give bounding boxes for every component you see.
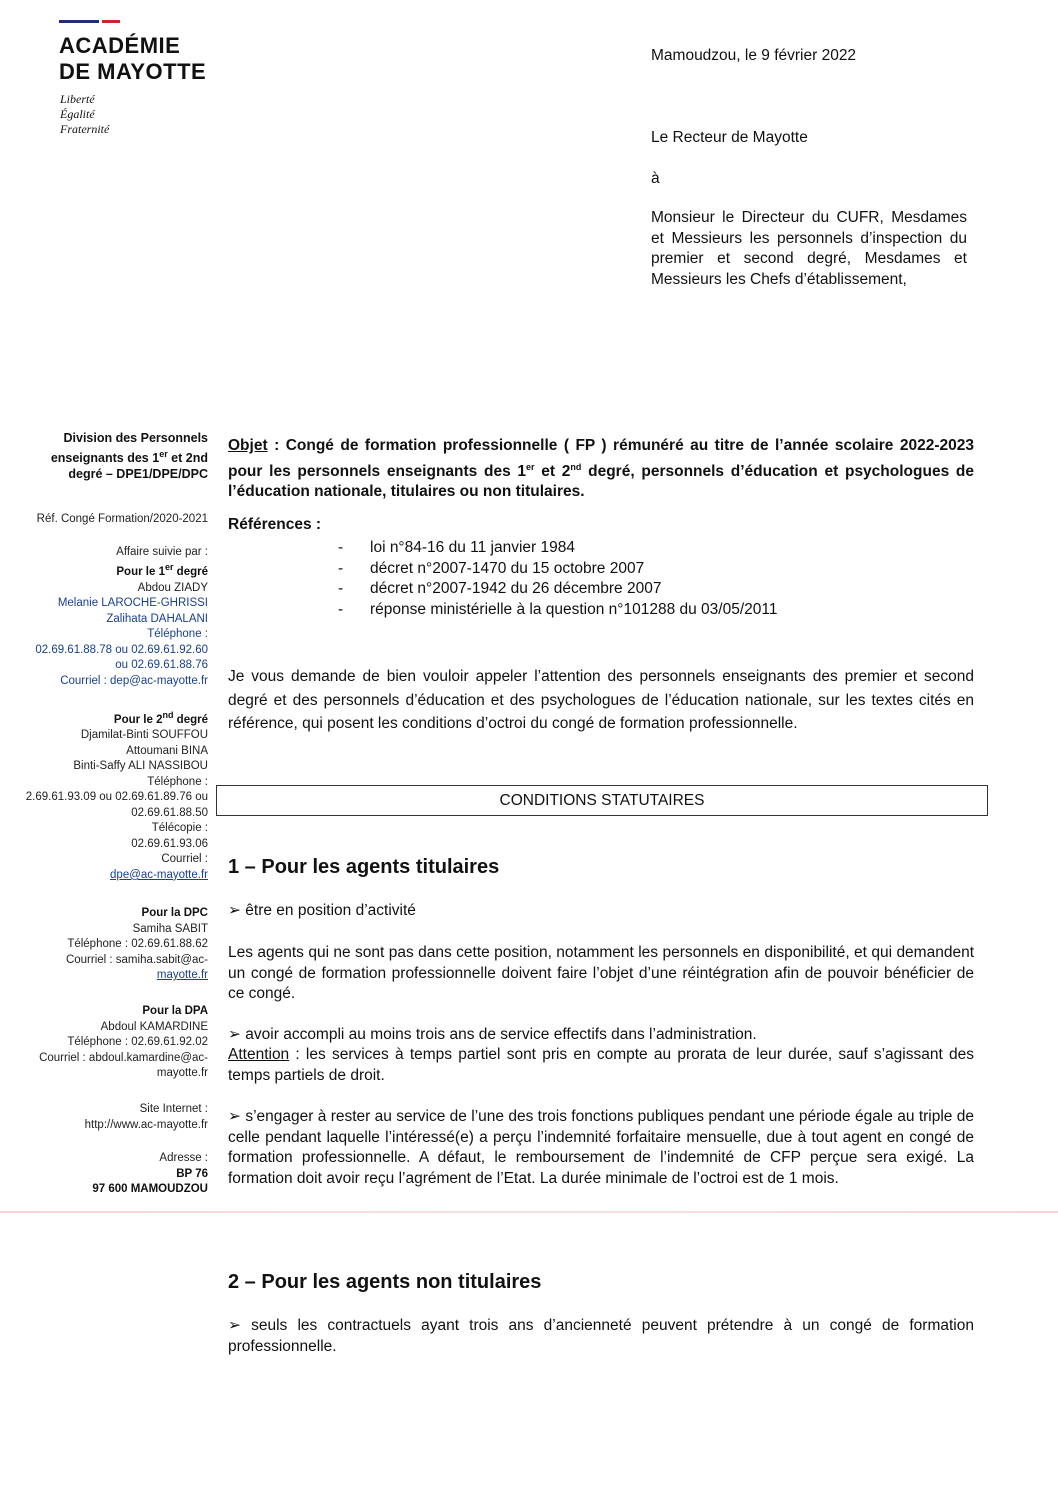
place-date: Mamoudzou, le 9 février 2022 xyxy=(651,47,857,64)
sidebar-website: Site Internet : http://www.ac-mayotte.fr xyxy=(10,1102,208,1133)
flag-stripe-blue xyxy=(59,20,99,23)
recipients: Monsieur le Directeur du CUFR, Mesdames et Messieurs les personnels d’inspection du premier et second degré, Mesdames et Messieurs les Chefs d’établissement, xyxy=(651,209,967,288)
attention-paragraph: Attention : les services à temps partiel sont pris en compte au prorata de leur durée, sauf s’agissant des temps partiels de droit. xyxy=(228,1046,974,1084)
sidebar-dpa: Pour la DPA Abdoul KAMARDINE Téléphone : 02.69.61.92.02 Courriel : abdoul.kamardine@ac- mayotte.fr xyxy=(39,1005,208,1079)
logo-line-2: DE MAYOTTE xyxy=(59,59,207,84)
motto-fraternite: Fraternité xyxy=(60,122,110,136)
sidebar-first-degree: Affaire suivie par : Pour le 1er degré Abdou ZIADY Melanie LAROCHE-GHRISSI Zalihata DAHALANI Téléphone : 02.69.61.88.78 ou 02.69.61.92.60 ou 02.69.61.88.76 Courriel : dep@ac-mayotte.fr xyxy=(35,546,208,687)
sidebar-second-degree: Pour le 2nd degré Djamilat-Binti SOUFFOU Attoumani BINA Binti-Saffy ALI NASSIBOU Téléphone : 2.69.61.93.09 ou 02.69.61.89.76 ou 02.69.61.88.50 Télécopie : 02.69.61.93.06 Courriel : dpe@ac-mayotte.fr xyxy=(10,708,208,883)
s2-bullet-contractuels: ➢ seuls les contractuels ayant trois ans d’ancienneté peuvent prétendre à un congé de formation professionnelle. xyxy=(228,1317,974,1355)
flag-stripe-red xyxy=(102,20,120,23)
s1-bullet-service: ➢ avoir accompli au moins trois ans de service effectifs dans l’administration. xyxy=(228,1026,757,1043)
intro-paragraph: Je vous demande de bien vouloir appeler l’attention des personnels enseignants des premier et second degré et des personnels d’éducation et des psychologues de l’éducation nationale, sur les textes cités en référence, qui posent les conditions d’octroi du congé de formation professionnelle. xyxy=(228,668,974,732)
motto-egalite: Égalité xyxy=(60,107,95,121)
sidebar-division: Division des Personnels enseignants des 1er et 2nd degré – DPE1/DPE/DPC xyxy=(50,431,208,482)
sender: Le Recteur de Mayotte xyxy=(651,129,808,146)
section-1-title: 1 – Pour les agents titulaires xyxy=(228,856,500,878)
sidebar-reference: Réf. Congé Formation/2020-2021 xyxy=(36,513,208,525)
dpe-mail-link[interactable]: dpe@ac-mayotte.fr xyxy=(110,868,208,881)
website-link[interactable]: http://www.ac-mayotte.fr xyxy=(84,1118,208,1131)
to-word: à xyxy=(651,170,660,187)
section-2-title: 2 – Pour les agents non titulaires xyxy=(228,1271,542,1293)
s1-paragraph-reintegration: Les agents qui ne sont pas dans cette position, notamment les personnels en disponibilité, et qui demandent un congé de formation professionnelle doivent faire l’objet d’une réintégration afin de pouvoir bénéficier de ce congé. xyxy=(228,944,974,1002)
scan-artifact-line xyxy=(0,1211,1058,1213)
reference-item: décret n°2007-1470 du 15 octobre 2007 xyxy=(370,559,645,577)
references-title: Références : xyxy=(228,516,322,533)
s1-bullet-engagement: ➢ s’engager à rester au service de l’une des trois fonctions publiques pendant une période égale au triple de celle pendant laquelle l’intéressé(e) a perçu l’indemnité forfaitaire mensuelle, due à tout agent en congé de formation professionnelle. A défaut, le remboursement de l’indemnité de CFP perçue sera exigé. La formation doit avoir reçu l’agrément de l’Etat. La durée minimale de l’octroi est de 1 mois. xyxy=(228,1108,974,1187)
reference-item: loi n°84-16 du 11 janvier 1984 xyxy=(370,539,575,556)
motto-liberte: Liberté xyxy=(60,92,95,106)
sidebar-address: Adresse : BP 76 97 600 MAMOUDZOU xyxy=(92,1152,208,1195)
conditions-box: CONDITIONS STATUTAIRES xyxy=(216,785,988,816)
s1-bullet-activity: ➢ être en position d’activité xyxy=(228,902,416,919)
references-list: - loi n°84-16 du 11 janvier 1984 - décret n°2007-1470 du 15 octobre 2007 - décret n°2007-1942 du 26 décembre 2007 - réponse ministérielle à la question n°101288 du 03/05/2011 xyxy=(338,539,778,618)
reference-item: réponse ministérielle à la question n°101288 du 03/05/2011 xyxy=(370,600,778,618)
dpc-mail-link[interactable]: Courriel : samiha.sabit@ac- xyxy=(65,953,208,966)
logo-line-1: ACADÉMIE xyxy=(59,33,181,58)
reference-item: décret n°2007-1942 du 26 décembre 2007 xyxy=(370,580,662,597)
objet-paragraph: Objet : Congé de formation professionnelle ( FP ) rémunéré au titre de l’année scolaire 2022-2023 pour les personnels enseignants des 1er et 2nd degré, personnels d’éducation et psychologues de l’éducation nationale, titulaires ou non titulaires. xyxy=(228,437,974,501)
sidebar-dpc: Pour la DPC Samiha SABIT Téléphone : 02.69.61.88.62 Courriel : samiha.sabit@ac- mayotte.fr xyxy=(10,906,208,984)
